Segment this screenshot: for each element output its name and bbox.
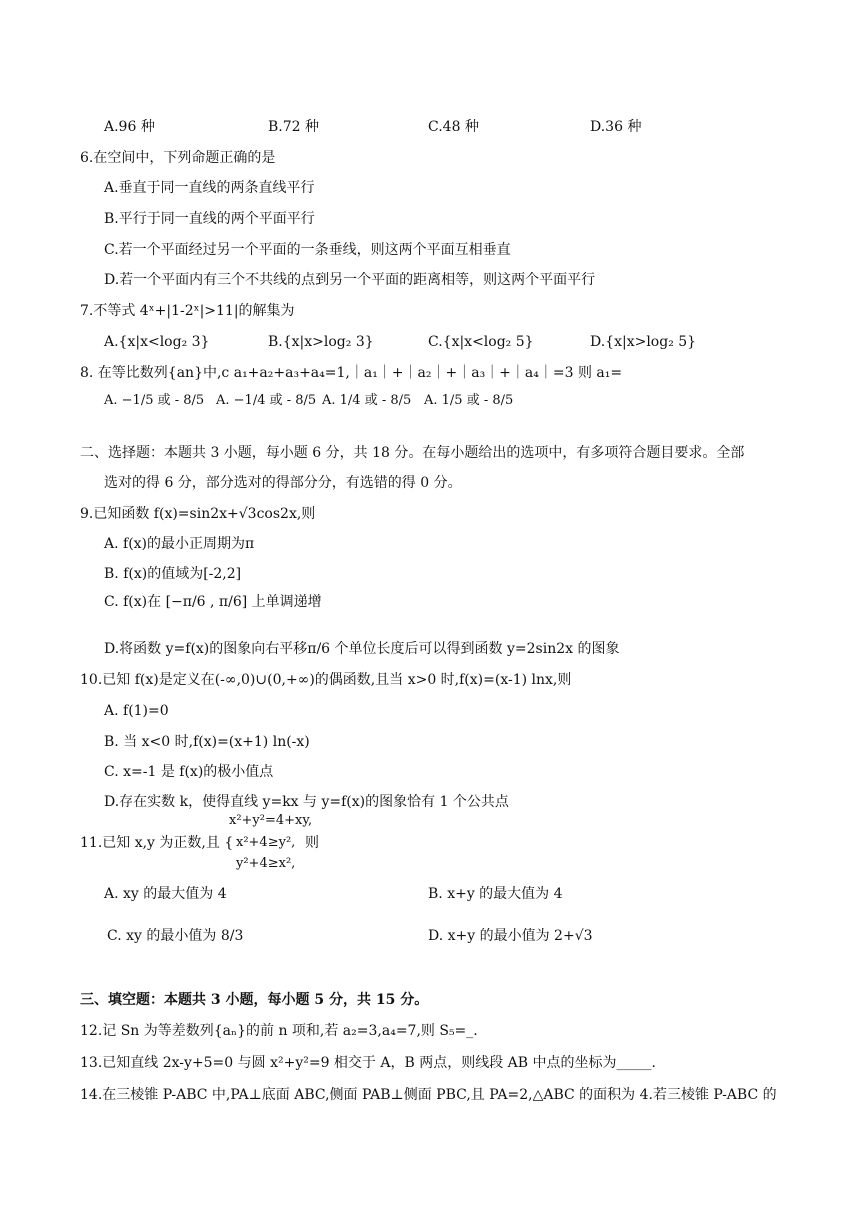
q10-option-d: D.存在实数 k，使得直线 y=kx 与 y=f(x)的图象恰有 1 个公共点: [104, 794, 509, 810]
q6-option-a: A.垂直于同一直线的两条直线平行: [104, 180, 315, 196]
q11-stem-prefix: 11.已知 x,y 为正数,且 {: [80, 835, 234, 851]
section2-heading-line2: 选对的得 6 分，部分选对的得部分分，有选错的得 0 分。: [104, 475, 462, 491]
q7-stem: 7.不等式 4ˣ+|1-2ˣ|>11|的解集为: [80, 303, 295, 319]
q5-option-c: C.48 种: [428, 119, 479, 135]
q11-condition-1: x²+y²=4+xy,: [229, 813, 313, 828]
q10-option-c: C. x=-1 是 f(x)的极小值点: [104, 764, 274, 780]
section2-heading-line1: 二、选择题：本题共 3 小题，每小题 6 分，共 18 分。在每小题给出的选项中，有多项符合题目要求。全部: [80, 445, 745, 461]
section3-heading: 三、填空题：本题共 3 小题，每小题 5 分，共 15 分。: [80, 992, 429, 1008]
q14-text: 14.在三棱锥 P-ABC 中,PA⊥底面 ABC,侧面 PAB⊥侧面 PBC,且 PA=2,△ABC 的面积为 4.若三棱锥 P-ABC 的: [80, 1087, 777, 1103]
q10-option-b: B. 当 x<0 时,f(x)=(x+1) ln(-x): [104, 734, 310, 750]
q8-option-2: A. −1/4 或 - 8/5: [216, 393, 317, 408]
q11-option-a: A. xy 的最大值为 4: [104, 886, 227, 902]
q11-option-b: B. x+y 的最大值为 4: [428, 886, 563, 902]
q12-text: 12.记 Sn 为等差数列{aₙ}的前 n 项和,若 a₂=3,a₄=7,则 S₅=_.: [80, 1023, 478, 1039]
q11-option-c: C. xy 的最小值为 8/3: [107, 928, 244, 944]
q5-option-d: D.36 种: [590, 119, 642, 135]
q10-stem: 10.已知 f(x)是定义在(-∞,0)∪(0,+∞)的偶函数,且当 x>0 时,f(x)=(x-1) lnx,则: [80, 672, 572, 688]
q9-stem: 9.已知函数 f(x)=sin2x+√3cos2x,则: [80, 506, 316, 522]
q9-option-c: C. f(x)在 [−π/6 , π/6] 上单调递增: [104, 594, 322, 610]
q8-option-3: A. 1/4 或 - 8/5: [322, 393, 412, 408]
q5-option-b: B.72 种: [268, 119, 320, 135]
q8-option-1: A. −1/5 或 - 8/5: [104, 393, 205, 408]
q11-option-d: D. x+y 的最小值为 2+√3: [428, 928, 593, 944]
q11-condition-2: x²+4≥y²,: [236, 835, 296, 850]
q8-stem: 8. 在等比数列{an}中,c a₁+a₂+a₃+a₄=1,｜a₁｜+｜a₂｜+｜a₃｜+｜a₄｜=3 则 a₁=: [80, 365, 623, 381]
q7-option-c: C.{x|x<log₂ 5}: [428, 334, 534, 350]
q6-option-d: D.若一个平面内有三个不共线的点到另一个平面的距离相等，则这两个平面平行: [104, 272, 596, 288]
q6-option-b: B.平行于同一直线的两个平面平行: [104, 211, 315, 227]
q9-option-d: D.将函数 y=f(x)的图象向右平移π/6 个单位长度后可以得到函数 y=2sin2x 的图象: [104, 641, 620, 657]
q6-option-c: C.若一个平面经过另一个平面的一条垂线，则这两个平面互相垂直: [104, 242, 511, 258]
q11-condition-3: y²+4≥x²,: [236, 856, 296, 871]
q7-option-a: A.{x|x<log₂ 3}: [104, 334, 210, 350]
q9-option-a: A. f(x)的最小正周期为π: [104, 536, 255, 552]
q13-text: 13.已知直线 2x-y+5=0 与圆 x²+y²=9 相交于 A，B 两点，则线段 AB 中点的坐标为_____.: [80, 1055, 656, 1071]
q10-option-a: A. f(1)=0: [104, 703, 169, 719]
q11-stem-suffix: 则: [305, 835, 319, 851]
q7-option-d: D.{x|x>log₂ 5}: [590, 334, 697, 350]
q7-option-b: B.{x|x>log₂ 3}: [268, 334, 374, 350]
q5-option-a: A.96 种: [104, 119, 155, 135]
q9-option-b: B. f(x)的值域为[-2,2]: [104, 566, 242, 582]
q6-stem: 6.在空间中，下列命题正确的是: [80, 150, 276, 166]
q8-option-4: A. 1/5 或 - 8/5: [424, 393, 514, 408]
